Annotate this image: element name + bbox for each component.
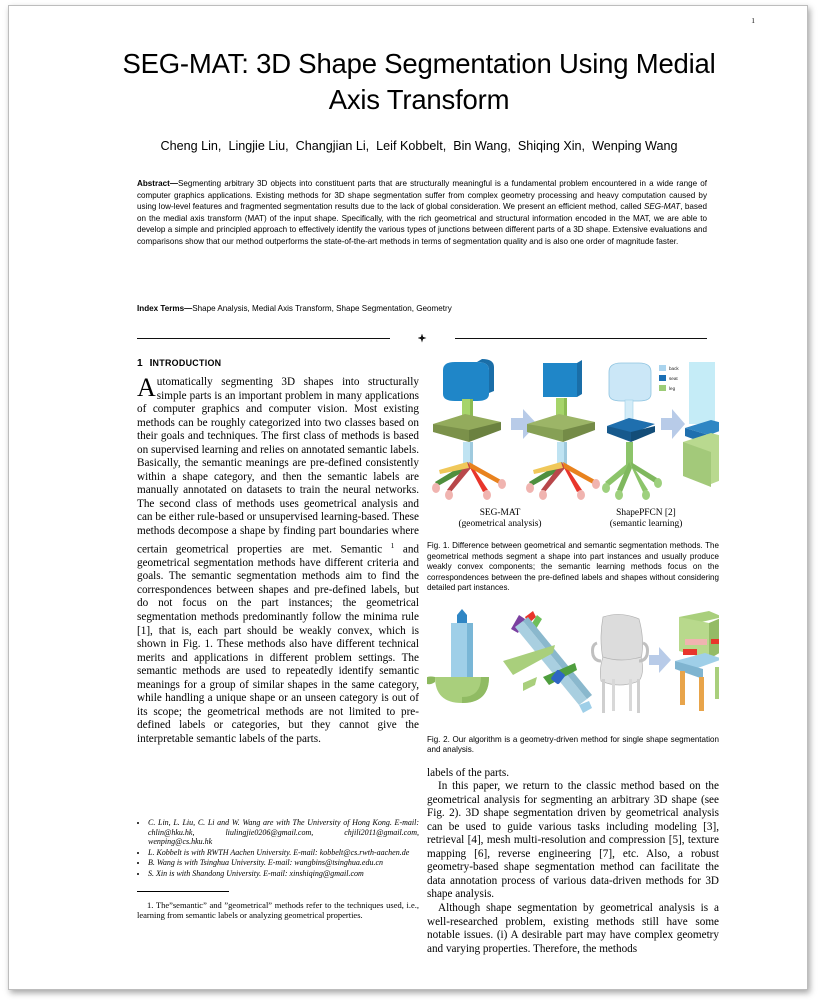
figure-2-airplane-model (503, 611, 592, 713)
figure-2-artwork (427, 609, 719, 729)
affiliation-item: • B. Wang is with Tsinghua University. E-mail: wangbins@tsinghua.edu.cn (148, 858, 419, 868)
diamond-icon (418, 334, 427, 343)
figure-1-label-left-line2: (geometrical analysis) (458, 519, 542, 529)
section-title-rest: NTRODUCTION (152, 358, 222, 368)
paragraph-intro-1-text: utomatically segmenting 3D shapes into structurally simple parts is an important problem in many applications of computer graphics and computer vision. Most existing methods can be roughly categorized into two classes based on their goals and techniques. The first class of methods is based on supervised learning and relies on annotated semantic labels. Basically, the semantic meanings are pre-defined consistently within a shape category, and then the semantic labels are manually annotated on datasets to train the neural networks. The second class of methods uses geometrical analysis and can be either rule-based or unsupervised learning-based. These methods decompose a shape by finding part boundaries where certain geometrical properties are met. Semantic (137, 376, 419, 556)
abstract-label: Abstract (137, 179, 170, 188)
paper-sheet (8, 5, 808, 990)
author: Lingjie Liu, (228, 139, 289, 153)
right-column-body (427, 767, 719, 957)
figure-1-label-left (427, 508, 573, 530)
figure-1-artwork (427, 358, 719, 508)
index-terms-dash: — (184, 304, 193, 313)
right-column (427, 358, 719, 956)
affiliation-item: • L. Kobbelt is with RWTH Aachen University. E-mail: kobbelt@cs.rwth-aachen.de (148, 848, 419, 858)
abstract-text-part1: Segmenting arbitrary 3D objects into constituent parts that are structurally meaningful is a fundamental problem encountered in a wide range of computer graphics applications. Existing methods for 3D shape segmentation suffer from complex geometry processing and heavy computation caused by using low-level features and fragmented segmentation results due to the lack of global consideration. We present an efficient method, called (137, 179, 707, 212)
separator-rule-right (455, 338, 708, 339)
footnote-rule (137, 891, 229, 892)
page-number: 1 (751, 16, 755, 25)
abstract-method-name: SEG-MAT (643, 202, 681, 212)
legend-label-seat: seat (669, 376, 678, 381)
figure-1-arrow-right (661, 409, 685, 439)
figure-1-caption-label: Fig. 1. (427, 541, 450, 550)
paragraph-intro-1-continued (427, 767, 719, 781)
author: Wenping Wang (592, 139, 678, 153)
paragraph-intro-1-tail: and geometrical segmentation methods have different criteria and goals. The semantic segmentation methods aim to find the correspondences between shapes and pre-defined labels, but do not focus on the part instances; the geometrical segmentation methods predominantly follow the minima rule [1], that is, each part should be weakly convex, which is shown in Fig. 1. These methods also have different technical merits and applications in different problem settings. The semantic methods are used to repeatedly identify semantic meanings for a group of similar shapes in the same category, while handling a unique shape or an unseen category is out of its scope; the geometrical methods are not limited to pre-defined labels or categories, but they cannot give the interpretable semantic labels of the parts. (137, 543, 420, 745)
figure-2-arrow (649, 647, 671, 673)
author-affiliations (137, 818, 419, 880)
author: Changjian Li, (295, 139, 370, 153)
abstract-block (137, 178, 707, 248)
index-terms-text: Shape Analysis, Medial Axis Transform, Shape Segmentation, Geometry (192, 304, 452, 313)
section-number: 1 (137, 358, 143, 369)
author: Cheng Lin, (160, 139, 222, 153)
shapepfcn-input-chair (602, 363, 662, 500)
figure-2-caption-label: Fig. 2. (427, 734, 450, 744)
figure-1-label-right-line1: ShapePFCN [2] (616, 508, 676, 518)
figure-2-segmented-chair-model (675, 611, 719, 711)
paragraph-intro-1 (137, 373, 420, 747)
footnote-text: The”semantic” and ”geometrical” methods refer to the techniques used, i.e., learning from semantic labels or analyzing geometrical properties. (137, 900, 419, 921)
affiliation-item: • C. Lin, L. Liu, C. Li and W. Wang are with The University of Hong Kong. E-mail: chlin@hku.hk, liulingjie0206@gmail.com, chjili2011@gmail.com, wenping@cs.hku.hk (148, 818, 419, 847)
intro-body (137, 373, 420, 747)
figure-2-gray-chair-model (593, 614, 648, 713)
author-list (99, 139, 739, 153)
footnote-paragraph (137, 900, 419, 921)
legend-label-leg: leg (669, 386, 676, 391)
figure-2-svg (427, 609, 719, 729)
author: Bin Wang, (453, 139, 511, 153)
abstract-dash: — (169, 179, 178, 188)
abstract-text-part2: , based on the medial axis transform (MAT) of the input shape. Specifically, with the rich geometrical and structural information encoded in the MAT, we are able to develop a simple and principled approach to effectively identify the various types of junctions between different parts of a 3D shape. Extensive evaluations and comparisons show that our method outperforms the state-of-the-art methods in terms of segmentation quality and is also one order of magnitude faster. (137, 202, 707, 246)
footnote-block (137, 900, 419, 921)
author: Shiqing Xin, (517, 139, 586, 153)
paragraph-intro-3: Although shape segmentation by geometrical analysis is a well-researched problem, existing methods still have some notable issues. (i) A desirable part may have complex geometry and varying properties. Therefore, the methods (427, 901, 719, 955)
paragraph-intro-2: In this paper, we return to the classic method based on the geometrical analysis for segmenting an arbitrary 3D shape (see Fig. 2). 3D shape segmentation driven by geometrical analysis can be used to guide various tasks including modeling [3], retrieval [4], mesh multi-resolution and compression [5], texture mapping [6], reverse engineering [7], etc. Also, a robust geometry-based shape segmentation method can facilitate the data annotation process of various data-driven methods for 3D shape analysis. (427, 780, 719, 901)
separator-rule-left (137, 338, 390, 339)
affiliation-item: • S. Xin is with Shandong University. E-mail: xinshiqing@gmail.com (148, 869, 419, 879)
figure-1-label-left-line1: SEG-MAT (479, 508, 521, 518)
figure-1-caption-text: Difference between geometrical and semantic segmentation methods. The geometrical methods segment a shape into part instances and usually produce weakly convex components; the semantic learning methods focus on the correspondences between the pre-defined labels and shapes without considering detailed part instances. (427, 541, 719, 592)
shapepfcn-output-blocks (683, 362, 719, 487)
section-title-first: I (149, 358, 153, 369)
drop-cap: A (137, 373, 156, 402)
seg-mat-output-chair (526, 360, 600, 500)
figure-2-caption (427, 735, 719, 756)
figure-1-label-right-line2: (semantic learning) (609, 519, 683, 529)
seg-mat-input-chair (432, 359, 506, 500)
figure-2 (427, 609, 719, 756)
figure-1-legend (659, 365, 679, 391)
footnote-marker-ref: 1 (390, 540, 395, 550)
paragraph-intro-1-continued-text: labels of the parts. (427, 766, 510, 779)
figure-1-labels (427, 508, 719, 534)
index-terms-block (137, 303, 707, 315)
figure-2-vase-model (427, 609, 489, 703)
left-column (137, 358, 419, 747)
page-title: SEG-MAT: 3D Shape Segmentation Using Medial Axis Transform (122, 48, 716, 115)
figure-1-svg (427, 358, 719, 508)
section-separator (137, 326, 707, 350)
footnote-number: 1. (147, 900, 154, 910)
legend-label-back: back (669, 366, 679, 371)
figure-1-label-right (573, 508, 719, 530)
section-heading-introduction (137, 358, 419, 369)
author: Leif Kobbelt, (376, 139, 447, 153)
figure-1-caption (427, 541, 719, 594)
index-terms-label: Index Terms (137, 304, 185, 313)
figure-1 (427, 358, 719, 594)
figure-2-caption-text: Our algorithm is a geometry-driven method for single shape segmentation and analysis. (427, 734, 719, 754)
